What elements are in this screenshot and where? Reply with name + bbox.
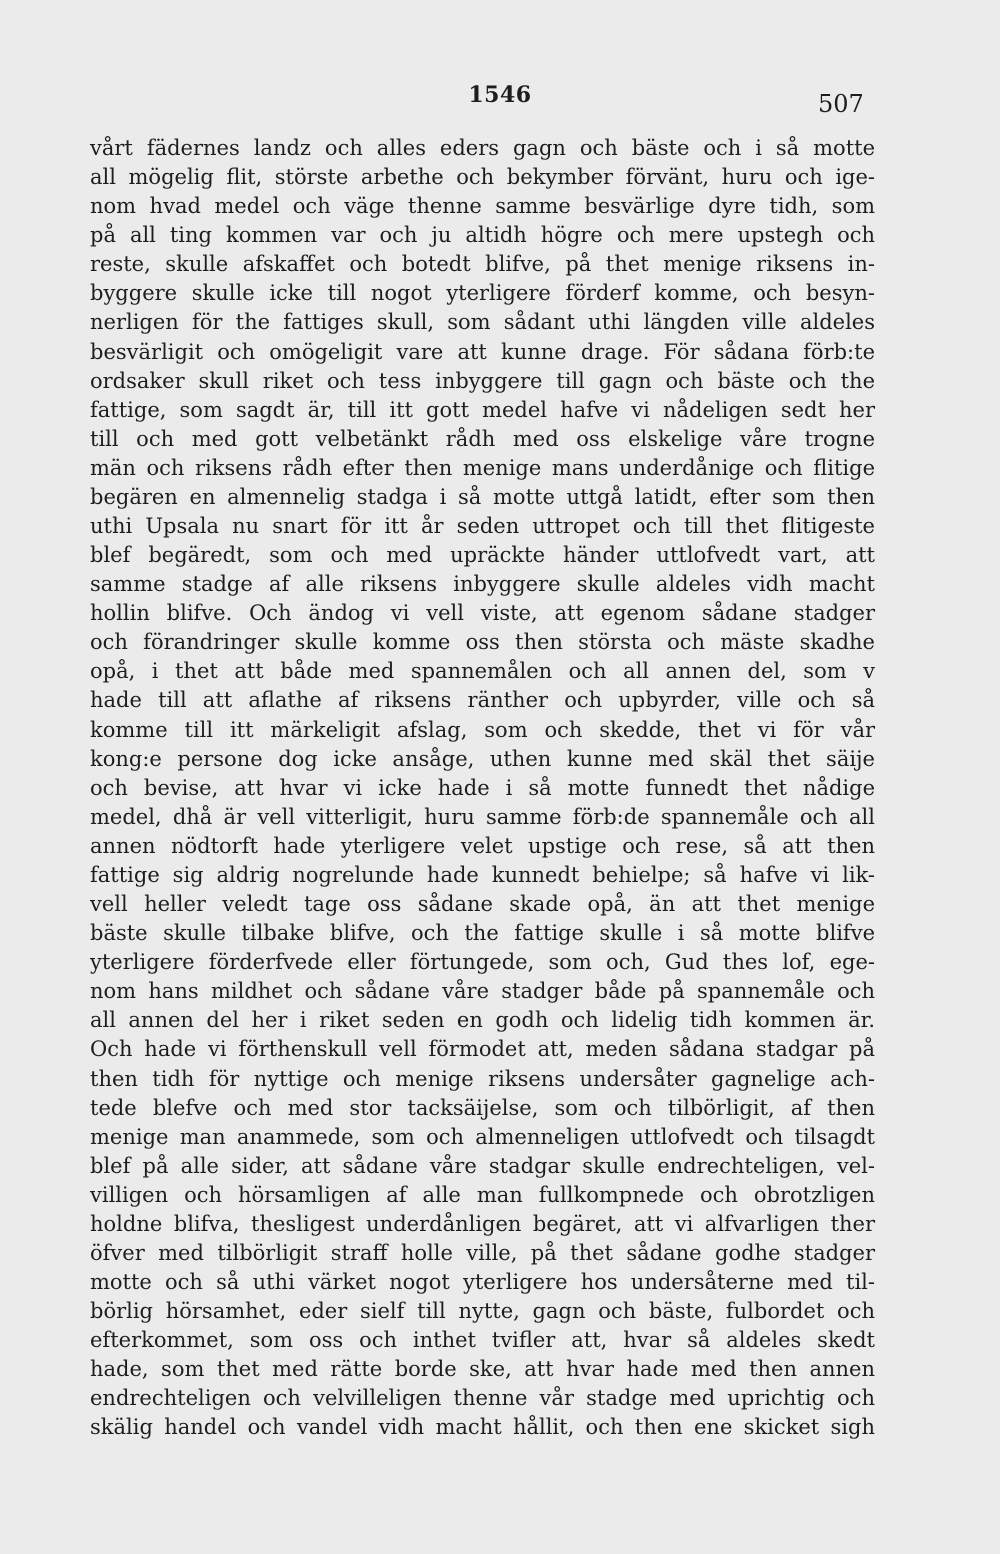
text-line: blef på alle sider, att sådane våre stadgar skulle endrechteligen, vel- xyxy=(90,1153,875,1178)
text-line: samme stadge af alle riksens inbyggere skulle aldeles vidh macht xyxy=(90,572,875,597)
text-line: uthi Upsala nu snart för itt år seden uttropet och till thet flitigeste xyxy=(90,514,875,539)
text-line: blef begäredt, som och med upräckte händer uttlofvedt vart, att xyxy=(90,543,875,568)
text-line: män och riksens rådh efter then menige mans underdånige och flitige xyxy=(90,455,875,480)
text-line: all mögelig flit, störste arbethe och bekymber förvänt, huru och ige- xyxy=(90,165,875,190)
text-line: skälig handel och vandel vidh macht hållit, och then ene skicket sigh xyxy=(90,1415,875,1440)
text-line: opå, i thet att både med spannemålen och all annen del, som v xyxy=(90,659,875,684)
page-number: 507 xyxy=(818,90,864,118)
text-line: yterligere förderfvede eller förtungede, som och, Gud thes lof, ege- xyxy=(90,950,875,975)
running-head-year: 1546 xyxy=(468,82,532,108)
text-line: och bevise, att hvar vi icke hade i så motte funnedt thet nådige xyxy=(90,775,875,800)
text-line: hade, som thet med rätte borde ske, att hvar hade med then annen xyxy=(90,1357,875,1382)
text-line: then tidh för nyttige och menige riksens undersåter gagnelige ach- xyxy=(90,1066,875,1091)
text-line: tede blefve och med stor tacksäijelse, som och tilbörligit, af then xyxy=(90,1095,875,1120)
body-text xyxy=(90,134,875,1443)
text-line: begären en almennelig stadga i så motte uttgå latidt, efter som then xyxy=(90,484,875,509)
text-line: kong:e persone dog icke ansåge, uthen kunne med skäl thet säije xyxy=(90,746,875,771)
text-line: fattige, som sagdt är, till itt gott medel hafve vi nådeligen sedt her xyxy=(90,397,875,422)
text-line: Och hade vi förthenskull vell förmodet att, meden sådana stadgar på xyxy=(90,1037,875,1062)
text-line: besvärligit och omögeligit vare att kunne drage. För sådana förb:te xyxy=(90,339,875,364)
text-line: ordsaker skull riket och tess inbyggere till gagn och bäste och the xyxy=(90,368,875,393)
text-line: börlig hörsamhet, eder sielf till nytte, gagn och bäste, fulbordet och xyxy=(90,1299,875,1324)
text-line: villigen och hörsamligen af alle man fullkompnede och obrotzligen xyxy=(90,1182,875,1207)
text-line: motte och så uthi värket nogot yterligere hos undersåterne med til- xyxy=(90,1270,875,1295)
text-line: öfver med tilbörligit straff holle ville, på thet sådane godhe stadger xyxy=(90,1240,875,1265)
text-line: all annen del her i riket seden en godh och lidelig tidh kommen är. xyxy=(90,1008,875,1033)
text-line: medel, dhå är vell vitterligit, huru samme förb:de spannemåle och all xyxy=(90,804,875,829)
text-line: nom hans mildhet och sådane våre stadger både på spannemåle och xyxy=(90,979,875,1004)
text-line: reste, skulle afskaffet och botedt blifve, på thet menige riksens in- xyxy=(90,252,875,277)
text-line: nerligen för the fattiges skull, som sådant uthi längden ville aldeles xyxy=(90,310,875,335)
text-line: nom hvad medel och väge thenne samme besvärlige dyre tidh, som xyxy=(90,194,875,219)
text-line: på all ting kommen var och ju altidh högre och mere upstegh och xyxy=(90,223,875,248)
text-line: och förandringer skulle komme oss then största och mäste skadhe xyxy=(90,630,875,655)
text-line: fattige sig aldrig nogrelunde hade kunnedt behielpe; så hafve vi lik- xyxy=(90,862,875,887)
text-line: hollin blifve. Och ändog vi vell viste, att egenom sådane stadger xyxy=(90,601,875,626)
text-line: till och med gott velbetänkt rådh med oss elskelige våre trogne xyxy=(90,426,875,451)
text-line: endrechteligen och velvilleligen thenne vår stadge med uprichtig och xyxy=(90,1386,875,1411)
page-header xyxy=(0,82,1000,122)
text-line: efterkommet, som oss och inthet tvifler att, hvar så aldeles skedt xyxy=(90,1328,875,1353)
text-line: byggere skulle icke till nogot yterligere förderf komme, och besyn- xyxy=(90,281,875,306)
text-line: menige man anammede, som och almenneligen uttlofvedt och tilsagdt xyxy=(90,1124,875,1149)
text-line: hade till att aflathe af riksens ränther och upbyrder, ville och så xyxy=(90,688,875,713)
text-line: annen nödtorft hade yterligere velet upstige och rese, så att then xyxy=(90,833,875,858)
text-line: vell heller veledt tage oss sådane skade opå, än att thet menige xyxy=(90,892,875,917)
text-line: komme till itt märkeligit afslag, som och skedde, thet vi för vår xyxy=(90,717,875,742)
text-line: bäste skulle tilbake blifve, och the fattige skulle i så motte blifve xyxy=(90,921,875,946)
text-line: holdne blifva, thesligest underdånligen begäret, att vi alfvarligen ther xyxy=(90,1211,875,1236)
text-line: vårt fädernes landz och alles eders gagn och bäste och i så motte xyxy=(90,136,875,160)
